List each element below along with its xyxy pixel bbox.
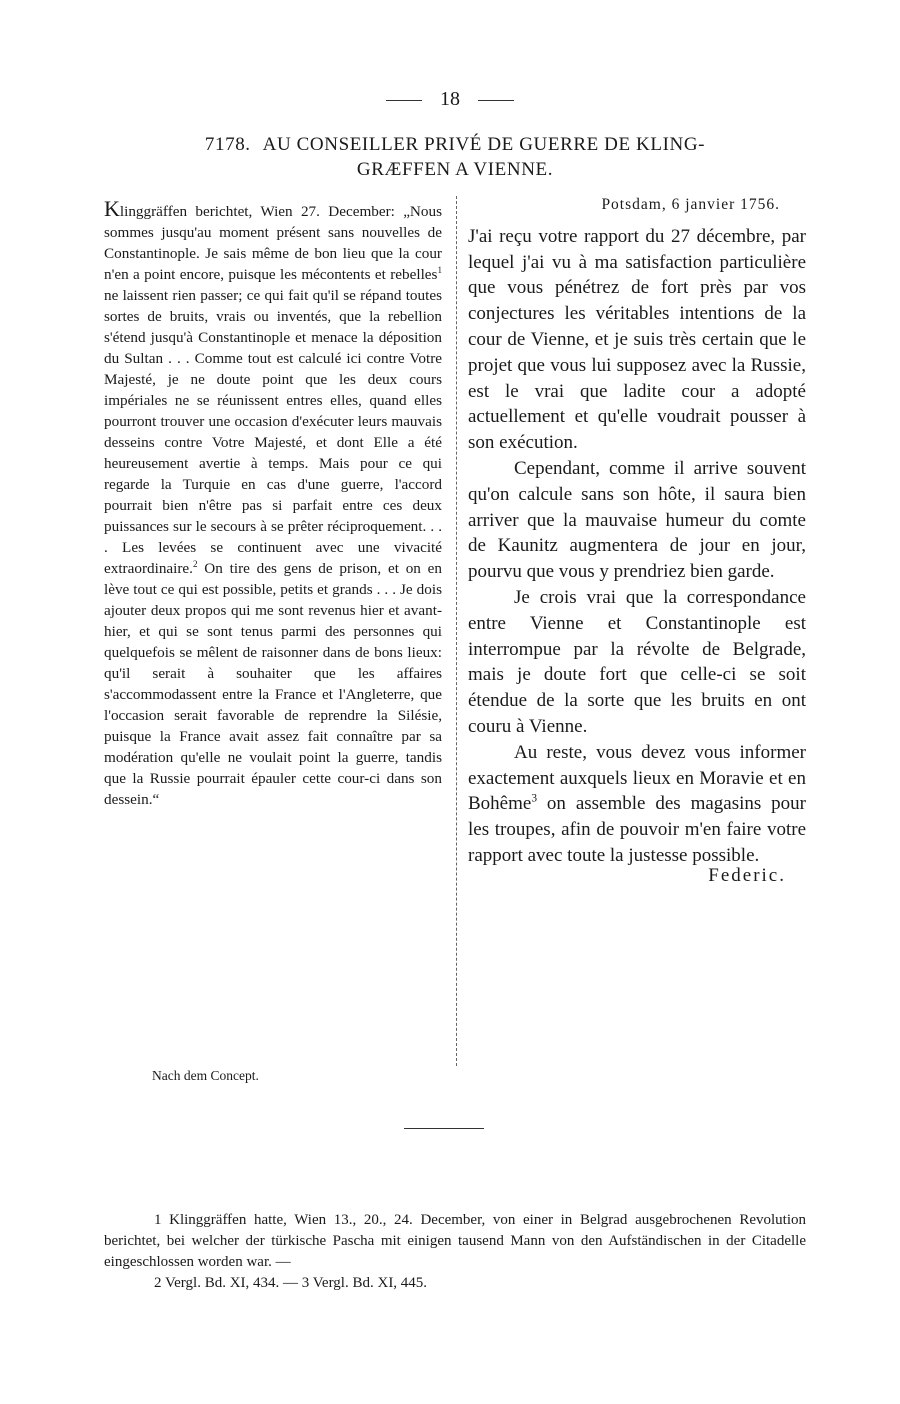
letter-heading [130,132,780,182]
summary-text-part-3: On tire des gens de prison, et on en lève tout ce qui est possible, petits et grands . . . Je dois ajouter deux propos qui me sont revenus hier et avant-hier, et qui se sont tenus parmi des personnes qui quelquefois se mêlent de raisonner dans de bons lieux: qu'il serait à souhaiter que les affaires s'accommodassent entre la France et l'Angleterre, que l'occasion serait favorable de reprendre la Silésie, puisque la France avait assez fait connaître par sa modération qu'elle ne voulait point la guerre, tandis que la Russie pourrait épauler cette cour-ci dans son dessein.“ [104,560,442,808]
footnote-2-3: 2 Vergl. Bd. XI, 434. — 3 Vergl. Bd. XI, 445. [154,1275,428,1291]
footnote-ref-3: 3 [531,793,538,805]
letter-paragraph-4-part-2: on assemble des magasins pour les troupes, afin de pouvoir m'en faire votre rapport avec toute la justesse possible. [468,793,806,866]
heading-line-1 [130,132,780,157]
footnote-ref-1: 1 [437,264,442,275]
letter-paragraph-2: Cependant, comme il arrive souvent qu'on calcule sans son hôte, il saura bien arriver que la mauvaise humeur du comte de Kaunitz augmentera de jour en jour, pourvu que vous y prendriez bien garde. [468,457,806,583]
letter-paragraph-3: Je crois vrai que la correspondance entre Vienne et Constantinople est interrompue par la révolte de Belgrade, mais je doute fort que celle-ci se soit étendue de la sorte que les bruits en ont couru à Vienne. [468,586,806,737]
footnotes [104,1210,806,1294]
footnote-1: 1 Klinggräffen hatte, Wien 13., 20., 24. December, von einer in Belgrad ausgebrochenen Revolution berichtet, bei welcher der türkische Pascha mit einigen tausend Mann von den Aufständischen in der Citadelle eingeschlossen worden war. — [104,1212,806,1270]
heading-line-1-text: AU CONSEILLER PRIVÉ DE GUERRE DE KLING- [262,134,706,155]
summary-column [104,198,442,810]
page-number-dash-right [478,100,514,101]
letter-paragraph-4 [468,740,806,869]
heading-line-2: GRÆFFEN A VIENNE. [356,159,554,180]
summary-text-part-1: linggräffen berichtet, Wien 27. December: „Nous sommes jusqu'au moment présent sans nouvelles de Constantinople. Je sais même de bon lieu que la cour n'en a point encore, puisque les mécontents et rebelles [104,203,442,283]
source-note: Nach dem Concept. [152,1068,259,1083]
summary-initial: K [104,196,120,221]
footnote-ref-2: 2 [192,558,198,569]
page-number-value: 18 [440,88,460,110]
dateline: Potsdam, 6 janvier 1756. [601,196,780,213]
letter-number: 7178. [204,134,251,155]
footnote-separator [404,1128,484,1129]
letter-paragraph-1: J'ai reçu votre rapport du 27 décembre, par lequel j'ai vu à ma satisfaction particulière que vous pénétrez de fort près par vos conjectures les véritables intentions de la cour de Vienne, et je suis très certain que le projet que vous lui supposez avec la Russie, est le vrai que ladite cour a adopté actuellement et qu'elle voudrait pousser à son exécution. [468,225,806,454]
page-number-dash-left [386,100,422,101]
letter-paragraph-4-part-1: Au reste, vous devez vous informer exactement auxquels lieux en Moravie et en Bohême [468,741,806,815]
signature: Federic. [708,864,786,886]
page-number [0,88,900,111]
summary-text-part-2: ne laissent rien passer; ce qui fait qu'il se répand toutes sortes de bruits, vrais ou inventés, que la rebellion s'étend jusqu'à Constantinople et menace la déposition du Sultan . . . Comme tout est calculé ici contre Votre Majesté, je ne doute point que les deux cours impériales ne se réunissent entres elles, quand elles pourront trouver une occasion d'exécuter leurs mauvais desseins contre Votre Majesté, et dont Elle a été heureusement avertie à temps. Mais pour ce qui regarde la Turquie en cas d'une guerre, l'accord pourrait bien n'être pas si parfait entre ces deux puissances sur le secours à se prêter réciproquement. . . . Les levées se continuent avec une vivacité extraordinaire. [104,287,442,577]
column-divider [456,196,457,1066]
letter-column [468,192,806,889]
